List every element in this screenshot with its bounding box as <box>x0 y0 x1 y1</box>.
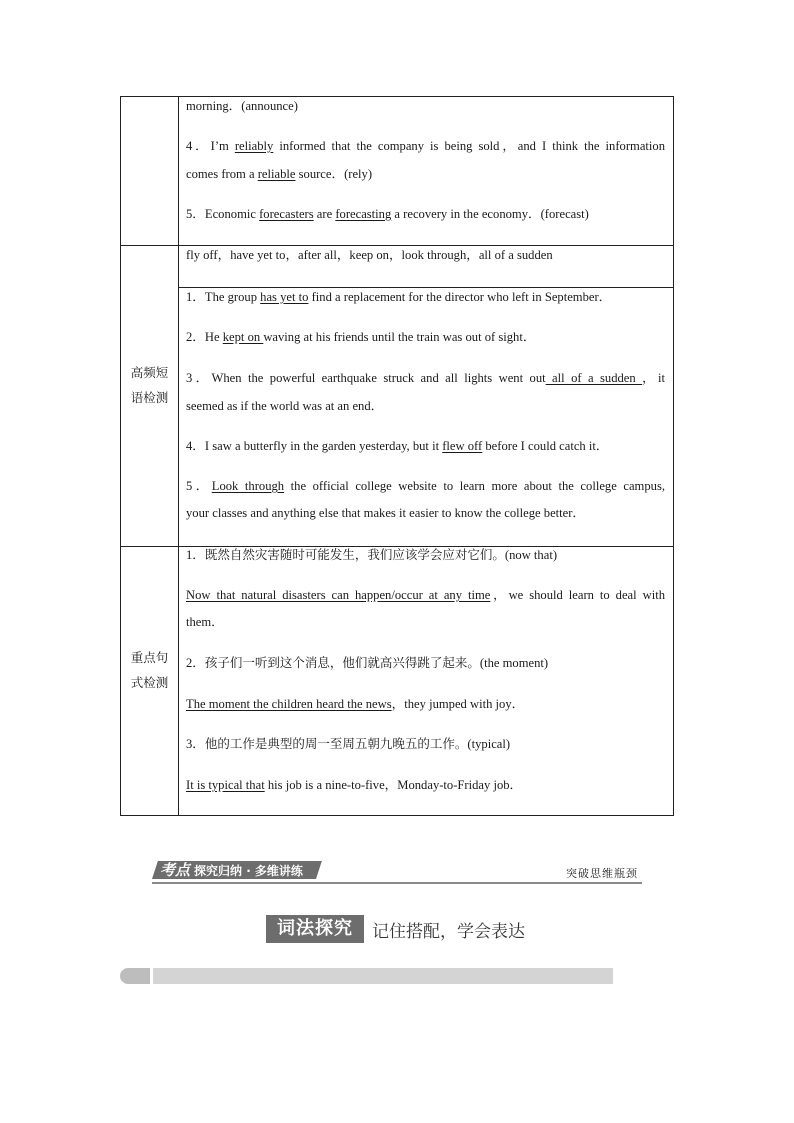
s2-item-1: 1．The group has yet to find a replacement for the director who left in September． <box>186 290 612 304</box>
s1-item-4-line2: comes from a reliable source．(rely) <box>186 167 373 181</box>
column-divider <box>178 97 179 815</box>
s2-item-5: 5．Look through the official college website to learn more about the college campus, <box>186 479 665 493</box>
section-label-sentence-test: 重点句 式检测 <box>130 650 169 690</box>
s2-item-2: 2．He kept on waving at his friends until the train was out of sight． <box>186 330 536 344</box>
banner-underline <box>152 882 642 884</box>
answer-blank: all of a sudden <box>545 371 643 385</box>
row-divider <box>121 245 673 246</box>
s1-item-5: 5．Economic forecasters are forecasting a recovery in the economy．(forecast) <box>186 207 589 221</box>
s1-line-continuation: morning．(announce) <box>186 99 298 113</box>
s3-item-3-answer: It is typical that his job is a nine-to-five，Monday-to-Friday job． <box>186 778 523 792</box>
section-title-box: 词法探究 <box>266 915 364 943</box>
section-title-sub: 记住搭配，学会表达 <box>372 922 525 942</box>
s1-item-4: 4．I’m reliably informed that the company is being sold，and I think the information <box>186 139 665 153</box>
s3-item-2-prompt: 2．孩子们一听到这个消息，他们就高兴得跳了起来。(the moment) <box>186 655 549 670</box>
answer-blank: forecasters <box>259 207 314 221</box>
answer-blank: forecasting <box>335 207 392 221</box>
answer-blank: reliable <box>257 167 296 181</box>
answer-blank: Look through <box>211 479 285 493</box>
answer-blank: reliably <box>234 139 274 153</box>
s3-item-1-line2: them． <box>186 615 224 629</box>
s2-item-3-line2: seemed as if the world was at an end． <box>186 399 384 413</box>
banner-right-text: 突破思维瓶颈 <box>566 867 638 880</box>
answer-blank: flew off <box>442 439 483 453</box>
s3-item-1-prompt: 1．既然自然灾害随时可能发生，我们应该学会应对它们。(now that) <box>186 547 558 562</box>
answer-blank: kept on <box>222 330 264 344</box>
s2-item-3: 3．When the powerful earthquake struck and all lights went out all of a sudden ，it <box>186 371 666 385</box>
s3-item-3-prompt: 3．他的工作是典型的周一至周五朝九晚五的工作。(typical) <box>186 736 511 751</box>
s3-item-2-answer: The moment the children heard the news，they jumped with joy． <box>186 697 525 711</box>
decorative-bar <box>153 968 613 984</box>
s2-item-4: 4．I saw a butterfly in the garden yesterday, but it flew off before I could catch it． <box>186 439 609 453</box>
row-divider-inner <box>179 287 673 288</box>
answer-blank: The moment the children heard the news <box>186 697 392 711</box>
answer-blank: Now that natural disasters can happen/occur at any time <box>186 588 491 602</box>
banner-tag-text: 考点 探究归纳 · 多维讲练 <box>160 861 303 879</box>
section-label-phrase-test: 高频短 语检测 <box>130 365 169 405</box>
s2-item-5-line2: your classes and anything else that makes it easier to know the college better． <box>186 506 586 520</box>
section-title <box>266 914 536 944</box>
answer-blank: has yet to <box>260 290 309 304</box>
decorative-bar-cap <box>120 968 150 984</box>
s3-item-1-answer: Now that natural disasters can happen/occur at any time，we should learn to deal with <box>186 588 665 602</box>
phrase-list: fly off，have yet to，after all，keep on，look through，all of a sudden <box>186 248 553 262</box>
answer-blank: It is typical that <box>186 778 265 792</box>
kaodian-banner <box>152 858 642 884</box>
